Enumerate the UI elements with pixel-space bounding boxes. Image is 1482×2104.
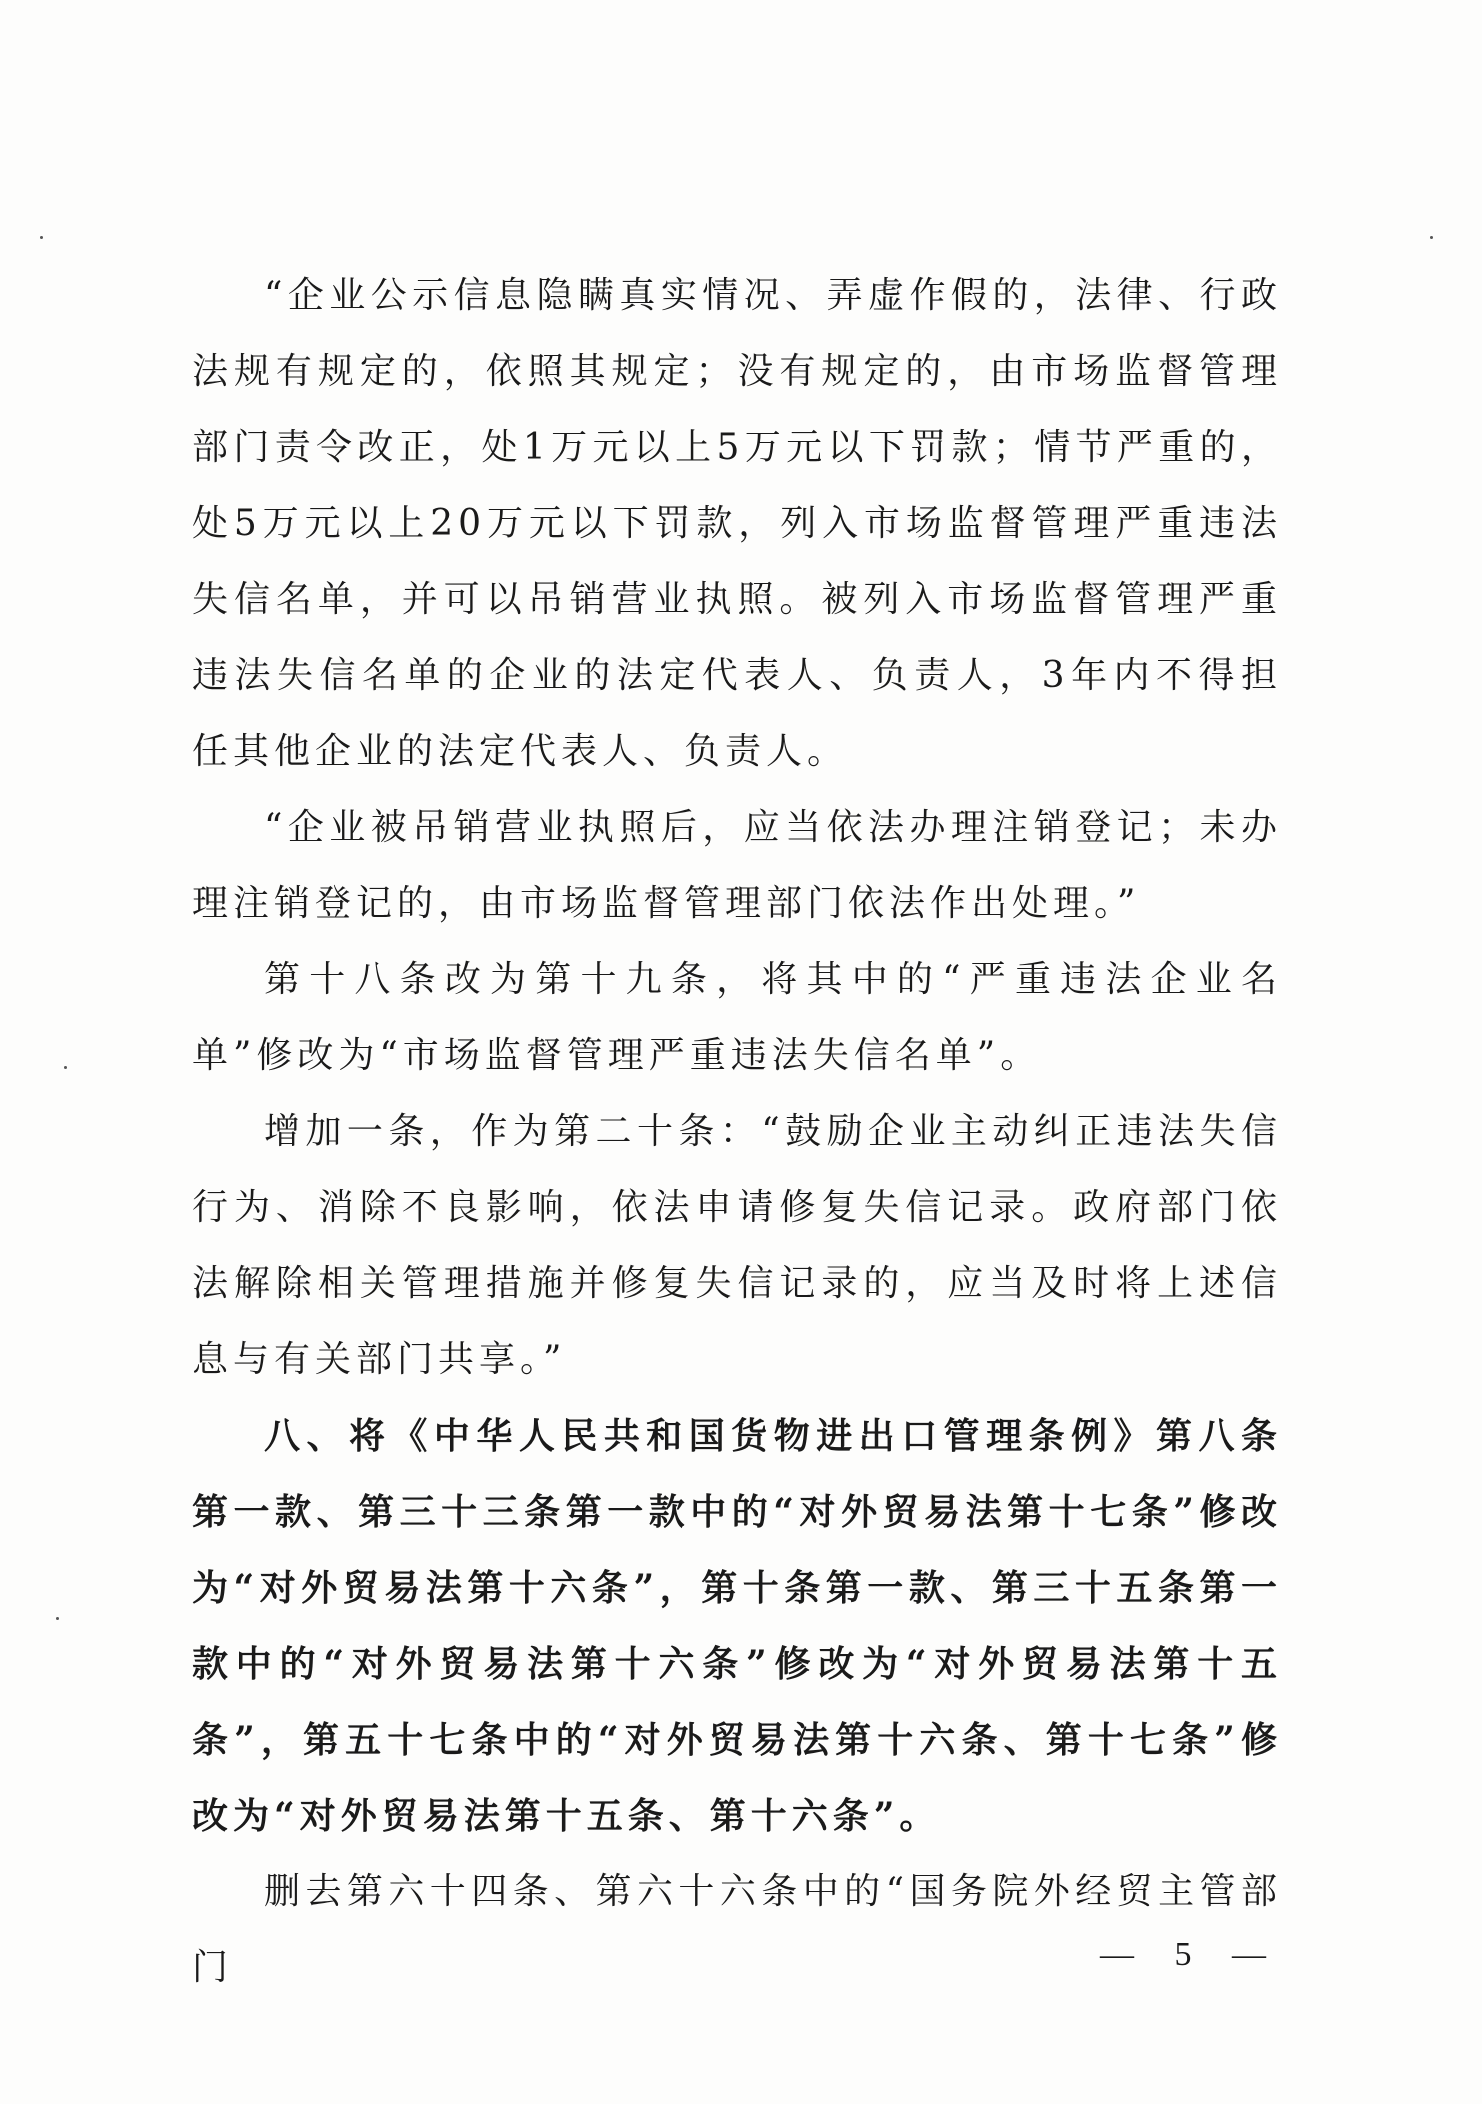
paragraph-3: 第十八条改为第十九条，将其中的“严重违法企业名单”修改为“市场监督管理严重违法失信名单”。: [192, 959, 1282, 1076]
scan-speck: [40, 236, 43, 239]
paragraph-4: 增加一条，作为第二十条：“鼓励企业主动纠正违法失信行为、消除不良影响，依法申请修复失信记录。政府部门依法解除相关管理措施并修复失信记录的，应当及时将上述信息与有关部门共享。”: [192, 1111, 1282, 1380]
page-number: — 5 —: [1100, 1936, 1282, 1973]
paragraph-1: “企业公示信息隐瞒真实情况、弄虚作假的，法律、行政法规有规定的，依照其规定；没有规定的，由市场监督管理部门责令改正，处1万元以上5万元以下罚款；情节严重的，处5万元以上20万元以下罚款，列入市场监督管理严重违法失信名单，并可以吊销营业执照。被列入市场监督管理严重违法失信名单的企业的法定代表人、负责人，3年内不得担任其他企业的法定代表人、负责人。: [192, 275, 1282, 772]
scan-speck: [56, 1617, 59, 1620]
paragraph-2: “企业被吊销营业执照后，应当依法办理注销登记；未办理注销登记的，由市场监督管理部门依法作出处理。”: [192, 807, 1282, 924]
paragraph-6: 删去第六十四条、第六十六条中的“国务院外经贸主管部门: [192, 1871, 1282, 1988]
scan-speck: [64, 1066, 67, 1069]
document-body: [192, 258, 1282, 2006]
scan-speck: [1430, 236, 1433, 239]
paragraph-5: 八、将《中华人民共和国货物进出口管理条例》第八条第一款、第三十三条第一款中的“对外贸易法第十七条”修改为“对外贸易法第十六条”，第十条第一款、第三十五条第一款中的“对外贸易法第十六条”修改为“对外贸易法第十五条”，第五十七条中的“对外贸易法第十六条、第十七条”修改为“对外贸易法第十五条、第十六条”。: [192, 1415, 1282, 1837]
